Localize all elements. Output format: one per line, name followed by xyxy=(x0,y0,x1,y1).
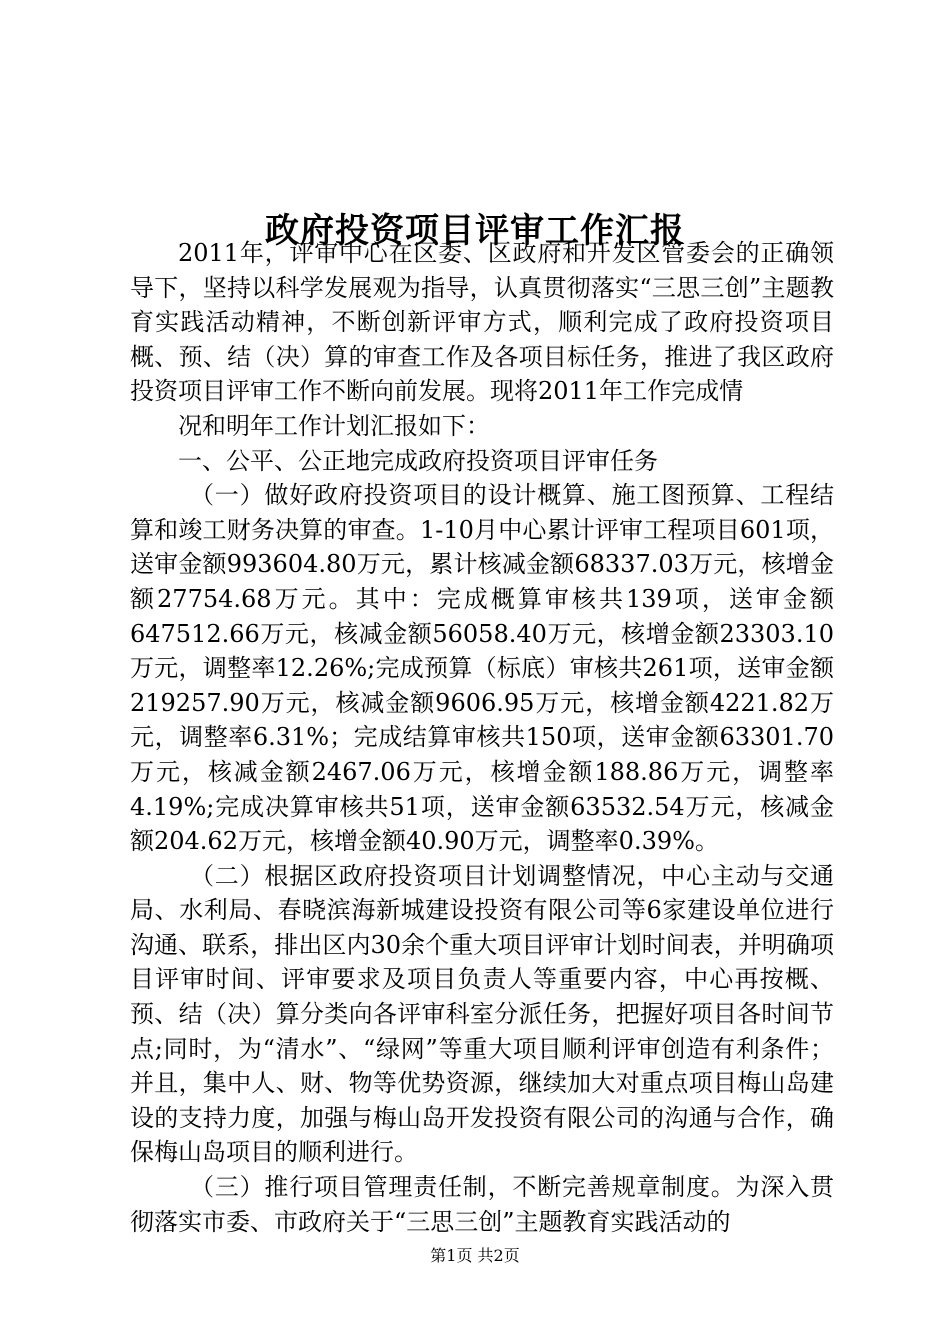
document-title: 政府投资项目评审工作汇报 xyxy=(265,210,685,251)
page-footer: 第1页 共2页 xyxy=(430,1246,520,1265)
paragraph-item-1: （一）做好政府投资项目的设计概算、施工图预算、工程结算和竣工财务决算的审查。1-10月中心累计评审工程项目601项，送审金额993604.80万元，累计核减金额68337.03万元，核增金额27754.68万元。其中：完成概算审核共139项，送审金额647512.66万元，核减金额56058.40万元，核增金额23303.10万元，调整率12.26%;完成预算（标底）审核共261项，送审金额219257.90万元，核减金额9606.95万元，核增金额4221.82万元，调整率6.31%；完成结算审核共150项，送审金额63301.70万元，核减金额2467.06万元，核增金额188.86万元，调整率4.19%;完成决算审核共51项，送审金额63532.54万元，核减金额204.62万元，核增金额40.90万元，调整率0.39%。 xyxy=(130,481,834,856)
paragraph-item-3: （三）推行项目管理责任制，不断完善规章制度。为深入贯彻落实市委、市政府关于“三思三创”主题教育实践活动的 xyxy=(130,1173,834,1236)
section-heading-1: 一、公平、公正地完成政府投资项目评审任务 xyxy=(178,446,658,475)
paragraph-intro: 2011年，评审中心在区委、区政府和开发区管委会的正确领导下，坚持以科学发展观为指导，认真贯彻落实“三思三创”主题教育实践活动精神，不断创新评审方式，顺利完成了政府投资项目概、预、结（决）算的审查工作及各项目标任务，推进了我区政府投资项目评审工作不断向前发展。现将2011年工作完成情 xyxy=(130,239,834,406)
document-body xyxy=(130,236,834,1239)
paragraph-intro-continued: 况和明年工作计划汇报如下： xyxy=(178,411,490,440)
paragraph-item-2: （二）根据区政府投资项目计划调整情况，中心主动与交通局、水利局、春晓滨海新城建设投资有限公司等6家建设单位进行沟通、联系，排出区内30余个重大项目评审计划时间表，并明确项目评审时间、评审要求及项目负责人等重要内容，中心再按概、预、结（决）算分类向各评审科室分派任务，把握好项目各时间节点;同时，为“清水”、“绿网”等重大项目顺利评审创造有利条件；并且，集中人、财、物等优势资源，继续加大对重点项目梅山岛建设的支持力度，加强与梅山岛开发投资有限公司的沟通与合作，确保梅山岛项目的顺利进行。 xyxy=(130,861,834,1167)
